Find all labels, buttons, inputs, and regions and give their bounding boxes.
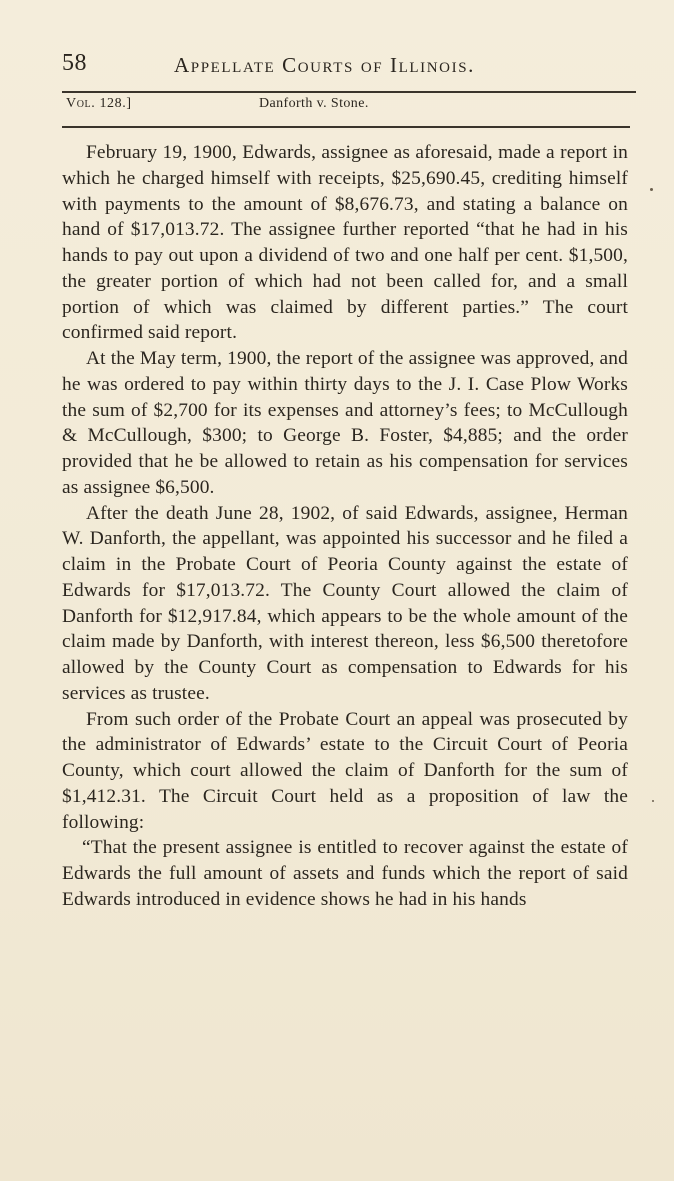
paragraph-report: February 19, 1900, Edwards, assignee as aforesaid, made a report in which he charged himself with receipts, $25,690.45, crediting himself with payments to the amount of $8,676.73, and stating a balance on hand of $17,013.72. The assignee further reported “that he had in his hands to pay out upon a dividend of two and one half per cent. $1,500, the greater portion of which had not been called for, and a small portion of which was claimed by different parties.” The court confirmed said report.	[62, 142, 628, 344]
running-head	[62, 50, 546, 84]
header-rule-bottom	[62, 126, 630, 128]
paper-speck	[650, 188, 653, 191]
body-text	[62, 140, 628, 913]
case-subheading	[66, 96, 626, 118]
page-number: 58	[62, 50, 87, 76]
volume-label: Vol. 128.]	[66, 96, 132, 111]
paragraph-proposition-of-law: “That the present assignee is entitled to recover against the estate of Edwards the full amount of assets and funds which the report of said Edwards introduced in evidence shows he had in his hands	[62, 837, 628, 910]
paragraph-death-of-edwards: After the death June 28, 1902, of said Edwards, assignee, Herman W. Danforth, the appellant, was appointed his successor and he filed a claim in the Probate Court of Peoria County against the estate of Edwards for $17,013.72. The County Court allowed the claim of Danforth for $12,917.84, which appears to be the whole amount of the claim made by Danforth, with interest thereon, less $6,500 theretofore allowed by the County Court as compensation to Edwards for his services as trustee.	[62, 502, 628, 704]
header-rule-top	[62, 91, 636, 93]
paragraph-may-term: At the May term, 1900, the report of the assignee was approved, and he was ordered to pay within thirty days to the J. I. Case Plow Works the sum of $2,700 for its expenses and attorney’s fees; to McCullough & McCullough, $300; to George B. Foster, $4,885; and the order provided that he be allowed to retain as his compensation for services as assignee $6,500.	[62, 348, 628, 498]
paper-speck	[652, 800, 654, 802]
journal-title: Appellate Courts of Illinois.	[174, 53, 476, 77]
case-name: Danforth v. Stone.	[259, 96, 369, 111]
paragraph-appeal: From such order of the Probate Court an appeal was prosecuted by the administrator of Edwards’ estate to the Circuit Court of Peoria County, which court allowed the claim of Danforth for the sum of $1,412.31. The Circuit Court held as a proposition of law the following:	[62, 708, 628, 833]
